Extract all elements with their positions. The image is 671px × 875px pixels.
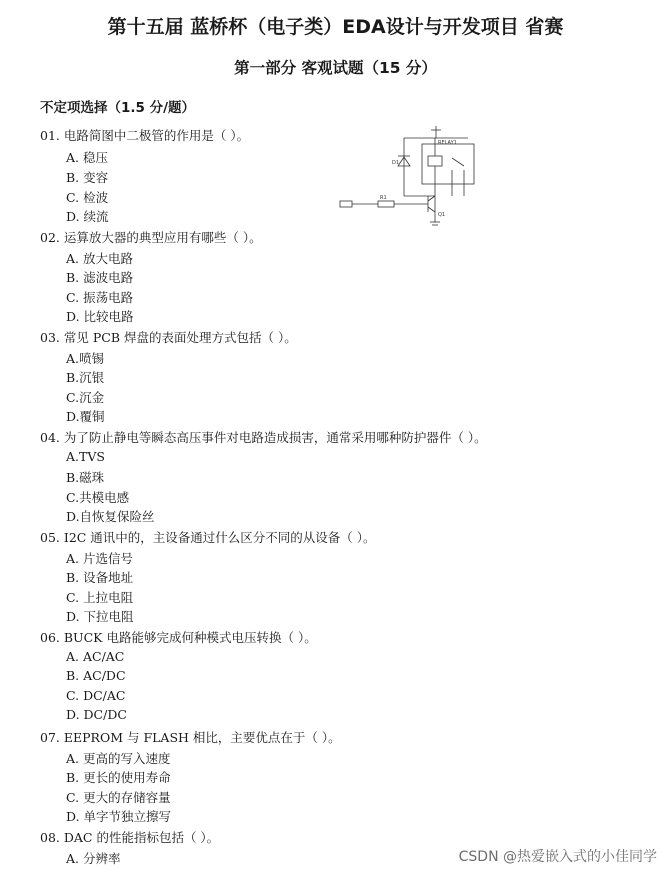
transistor-label: Q1	[438, 212, 446, 218]
question-text: 运算放大器的典型应用有哪些（ ）。	[63, 230, 262, 245]
option: D. DC/DC	[66, 707, 127, 722]
question-number: 02.	[40, 230, 60, 245]
option: C. 检波	[66, 190, 109, 205]
option: B. 滤波电路	[66, 270, 134, 285]
option: C. 上拉电阻	[66, 590, 134, 605]
option: D. 下拉电阻	[66, 609, 134, 624]
question-text: I2C 通讯中的，主设备通过什么区分不同的从设备（ ）。	[63, 530, 376, 545]
diode-label: D1	[392, 160, 400, 166]
option: C. 振荡电路	[66, 290, 134, 305]
question-text: EEPROM 与 FLASH 相比，主要优点在于（ ）。	[63, 730, 341, 745]
question-number: 01.	[40, 128, 60, 143]
watermark: CSDN @热爱嵌入式的小佳同学	[458, 849, 657, 865]
question-text: DAC 的性能指标包括（ ）。	[63, 830, 220, 845]
question-text: 为了防止静电等瞬态高压事件对电路造成损害，通常采用哪种防护器件（ ）。	[63, 430, 487, 445]
question-04	[40, 428, 487, 446]
option: C. DC/AC	[66, 688, 126, 703]
option: D. 单字节独立擦写	[66, 809, 172, 824]
question-07	[40, 728, 341, 746]
option: D. 续流	[66, 209, 109, 224]
option: C.共模电感	[66, 490, 130, 505]
option: A. 更高的写入速度	[66, 751, 171, 766]
option: B. AC/DC	[66, 668, 126, 683]
option: D. 比较电路	[66, 309, 134, 324]
question-number: 07.	[40, 730, 60, 745]
option: D.自恢复保险丝	[66, 509, 155, 524]
option: A. 分辨率	[66, 851, 121, 866]
option: A. 放大电路	[66, 251, 133, 266]
circuit-diagram	[338, 126, 488, 230]
part-heading: 第一部分 客观试题（15 分）	[234, 59, 437, 77]
resistor-label: R1	[380, 195, 387, 201]
option: A.喷锡	[66, 351, 105, 366]
option: B. 设备地址	[66, 570, 134, 585]
option: B. 变容	[66, 170, 109, 185]
option: A. 片选信号	[66, 551, 133, 566]
question-01	[40, 126, 249, 144]
question-05	[40, 528, 376, 546]
option: B.磁珠	[66, 470, 105, 485]
question-03	[40, 328, 297, 346]
option: A. AC/AC	[66, 649, 125, 664]
document-title: 第十五届 蓝桥杯（电子类）EDA设计与开发项目 省赛	[107, 16, 564, 38]
option: B. 更长的使用寿命	[66, 770, 171, 785]
option: A.TVS	[66, 449, 105, 464]
section-heading: 不定项选择（1.5 分/题）	[40, 100, 196, 116]
relay-label: RELAY1	[438, 140, 457, 146]
option: D.覆铜	[66, 409, 105, 424]
question-number: 03.	[40, 330, 60, 345]
option: C.沉金	[66, 390, 105, 405]
question-text: 常见 PCB 焊盘的表面处理方式包括（ ）。	[63, 330, 297, 345]
question-06	[40, 628, 317, 646]
question-02	[40, 228, 262, 246]
question-08	[40, 828, 219, 846]
question-text: 电路简图中二极管的作用是（ ）。	[63, 128, 250, 143]
question-text: BUCK 电路能够完成何种模式电压转换（ ）。	[63, 630, 317, 645]
question-number: 06.	[40, 630, 60, 645]
question-number: 05.	[40, 530, 60, 545]
option: A. 稳压	[66, 150, 108, 165]
option: C. 更大的存储容量	[66, 790, 171, 805]
question-number: 04.	[40, 430, 60, 445]
question-number: 08.	[40, 830, 60, 845]
option: B.沉银	[66, 370, 105, 385]
